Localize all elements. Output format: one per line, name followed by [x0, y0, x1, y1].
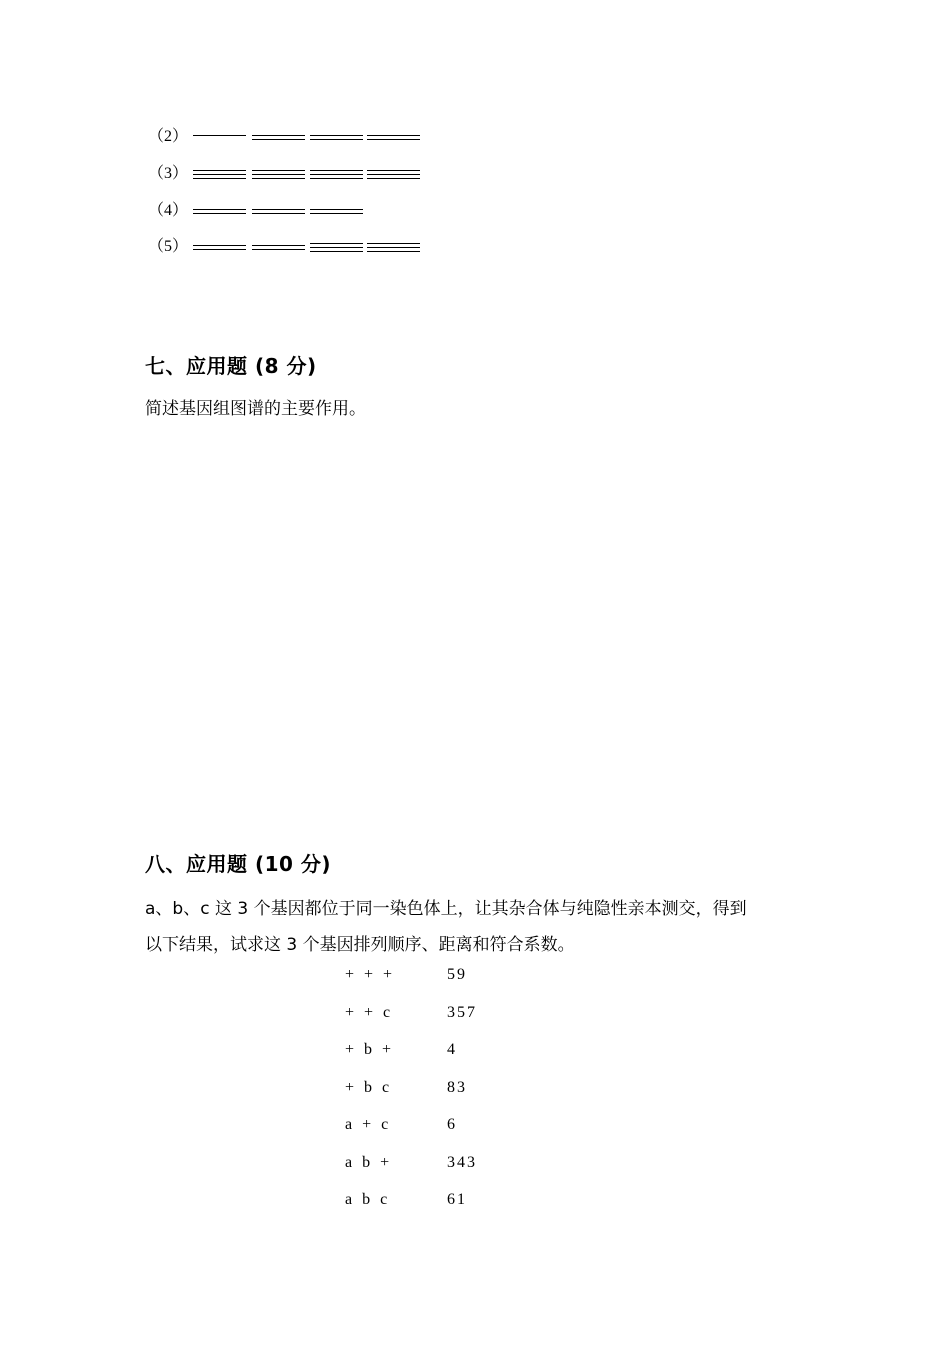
- genotype-cell: + b +: [345, 1041, 395, 1058]
- chromatid-line: [310, 178, 363, 179]
- table-row: [345, 1079, 545, 1117]
- chromatid-line: [252, 139, 305, 140]
- table-row: [345, 966, 545, 1004]
- chromatid-line: [193, 170, 246, 171]
- chromatid-line: [367, 139, 420, 140]
- chromatid-line: [310, 170, 363, 171]
- chromatid-line: [193, 213, 246, 214]
- chromatid-line: [367, 247, 420, 248]
- chromatid-line: [252, 213, 305, 214]
- genotype-cell: + b c: [345, 1078, 393, 1096]
- chromatid-line: [193, 209, 246, 210]
- table-row: [345, 1116, 545, 1154]
- count-cell: 357: [447, 1003, 477, 1021]
- diagram-row: [148, 127, 448, 151]
- chromatid-line: [252, 209, 305, 210]
- count-cell: 6: [447, 1116, 457, 1133]
- count-cell: 343: [447, 1153, 477, 1171]
- diagram-row: [148, 201, 448, 225]
- chromatid-line: [193, 174, 246, 175]
- chromatid-line: [252, 174, 305, 175]
- diagram-row-label: （4）: [148, 202, 189, 219]
- chromatid-line: [193, 178, 246, 179]
- diagram-row-label: （3）: [148, 165, 189, 182]
- chromatid-line: [310, 251, 363, 252]
- chromatid-line: [252, 135, 305, 136]
- table-row: [345, 1041, 545, 1079]
- chromatid-line: [367, 251, 420, 252]
- chromatid-line: [367, 243, 420, 244]
- table-row: [345, 1154, 545, 1192]
- diagram-row: [148, 237, 448, 261]
- chromatid-line: [310, 209, 363, 210]
- section7-title: 七、应用题 (8 分): [145, 354, 317, 378]
- diagram-row-label: （5）: [148, 238, 189, 255]
- chromatid-line: [252, 249, 305, 250]
- chromatid-line: [310, 174, 363, 175]
- genotype-cell: + + c: [345, 1003, 394, 1021]
- diagram-row-label: （2）: [148, 128, 189, 145]
- chromatid-line: [252, 170, 305, 171]
- chromatid-line: [310, 247, 363, 248]
- section8-question-line1: a、b、c 这 3 个基因都位于同一染色体上，让其杂合体与纯隐性亲本测交，得到: [145, 899, 747, 919]
- chromatid-line: [367, 170, 420, 171]
- table-row: [345, 1004, 545, 1042]
- chromatid-line: [367, 178, 420, 179]
- chromatid-line: [193, 135, 246, 136]
- chromatid-line: [310, 139, 363, 140]
- chromatid-line: [367, 174, 420, 175]
- count-cell: 4: [447, 1041, 457, 1058]
- section8-title: 八、应用题 (10 分): [145, 852, 332, 876]
- genotype-cell: a b c: [345, 1191, 391, 1208]
- chromatid-line: [252, 178, 305, 179]
- chromatid-line: [367, 135, 420, 136]
- chromatid-line: [193, 245, 246, 246]
- table-row: [345, 1191, 545, 1229]
- section7-question: 简述基因组图谱的主要作用。: [145, 399, 366, 419]
- genotype-cell: a b +: [345, 1153, 393, 1171]
- chromatid-line: [252, 245, 305, 246]
- genotype-cell: a + c: [345, 1116, 392, 1133]
- diagram-row: [148, 164, 448, 188]
- test-cross-results-table: [345, 966, 545, 1229]
- count-cell: 61: [447, 1191, 467, 1208]
- chromatid-line: [310, 135, 363, 136]
- count-cell: 83: [447, 1078, 467, 1096]
- chromatid-line: [193, 249, 246, 250]
- chromatid-line: [310, 243, 363, 244]
- chromatid-line: [310, 213, 363, 214]
- count-cell: 59: [447, 966, 467, 983]
- section8-question-line2: 以下结果，试求这 3 个基因排列顺序、距离和符合系数。: [145, 935, 575, 955]
- genotype-cell: + + +: [345, 966, 396, 983]
